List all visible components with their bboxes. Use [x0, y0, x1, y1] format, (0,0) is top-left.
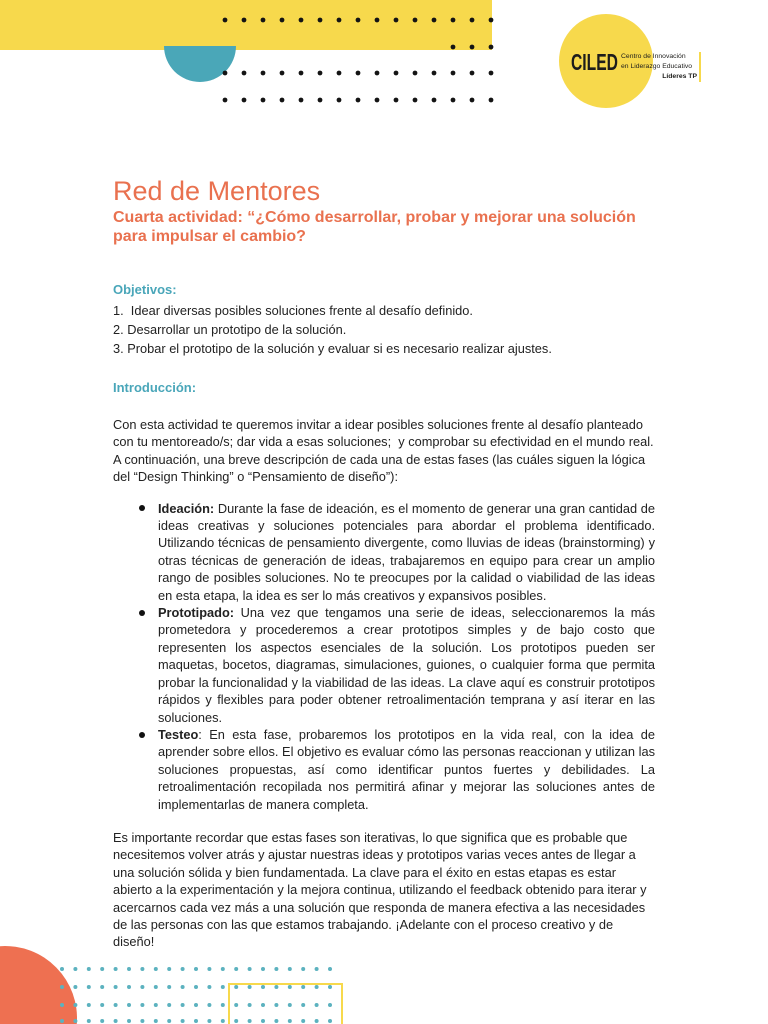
header-dot	[394, 71, 399, 76]
footer-dot	[248, 985, 252, 989]
header-dot	[242, 18, 247, 23]
footer-dot	[87, 967, 91, 971]
footer-dot	[301, 1019, 305, 1023]
header-dot	[299, 71, 304, 76]
footer-dot	[221, 967, 225, 971]
header-dot	[451, 71, 456, 76]
footer-dot	[315, 1003, 319, 1007]
footer-dot	[315, 985, 319, 989]
logo-line: Centro de Innovación	[621, 53, 686, 60]
header-dot	[489, 18, 494, 23]
header-dot	[394, 98, 399, 103]
footer-dot	[114, 985, 118, 989]
footer-dot	[100, 985, 104, 989]
header-dot	[280, 71, 285, 76]
header-dot	[318, 71, 323, 76]
header-dot	[356, 18, 361, 23]
header-teal-semicircle	[164, 46, 236, 82]
objective-item: 1. Idear diversas posibles soluciones frente al desafío definido.	[113, 303, 473, 318]
footer-dot	[207, 985, 211, 989]
bullet-icon	[139, 505, 145, 511]
footer-dot	[87, 985, 91, 989]
footer-dot	[301, 985, 305, 989]
header-dot	[432, 18, 437, 23]
bullet-icon	[139, 732, 145, 738]
header-dot	[261, 98, 266, 103]
header-dot	[489, 45, 494, 50]
header-dot	[318, 98, 323, 103]
footer-dot	[234, 967, 238, 971]
header-yellow-band	[0, 0, 492, 50]
footer-dot	[140, 1019, 144, 1023]
document-subtitle: Cuarta actividad: “¿Cómo desarrollar, probar y mejorar una solución para impulsar el cambio?	[113, 209, 636, 245]
footer-dot	[288, 1019, 292, 1023]
header-dot	[413, 98, 418, 103]
footer-dot	[288, 967, 292, 971]
footer-dot	[60, 967, 64, 971]
footer-dot	[167, 985, 171, 989]
header-dot	[223, 71, 228, 76]
footer-dot	[274, 1003, 278, 1007]
footer-dot	[274, 985, 278, 989]
footer-dot	[301, 1003, 305, 1007]
footer-dot	[328, 1003, 332, 1007]
phase-description: Una vez que tengamos una serie de ideas, seleccionaremos la más prometedora y procederemos a crear prototipos simples y de bajo costo que representen los aspectos esenciales de la solución. Los prototipos pueden ser maquetas, bocetos, diagramas, simulaciones, guiones, o cualquier forma que permita probar la funcionalidad y la viabilidad de las ideas. La clave aquí es construir prototipos rápidos y flexibles para poder obtener retroalimentación temprana y así iterar en las soluciones.	[158, 605, 655, 725]
header-dot	[451, 98, 456, 103]
footer-dot	[194, 967, 198, 971]
footer-dot	[194, 1019, 198, 1023]
footer-dot	[234, 985, 238, 989]
footer-dot	[154, 1003, 158, 1007]
header-dot	[470, 45, 475, 50]
footer-dot	[234, 1019, 238, 1023]
footer-dot	[274, 967, 278, 971]
footer-dot	[194, 1003, 198, 1007]
header-dot	[337, 18, 342, 23]
footer-dot	[261, 967, 265, 971]
footer-coral-circle	[0, 946, 77, 1024]
header-dot	[299, 98, 304, 103]
footer-dot	[221, 985, 225, 989]
header-dot	[413, 71, 418, 76]
phase-description: : En esta fase, probaremos los prototipos en la vida real, con la idea de aprender sobre ellos. El objetivo es evaluar cómo las personas reaccionan y utilizan las soluciones propuestas, así como identificar puntos fuertes y debilidades. La retroalimentación recopilada nos permitirá afinar y mejorar las soluciones antes de implementarlas de manera completa.	[158, 726, 655, 812]
phase-term: Ideación:	[158, 500, 215, 516]
logo-line: en Liderazgo Educativo	[621, 63, 693, 70]
footer-dot	[127, 967, 131, 971]
phase-item	[158, 604, 655, 726]
header-dot	[223, 98, 228, 103]
footer-dot	[261, 1003, 265, 1007]
phase-item	[158, 726, 655, 813]
phase-description: Durante la fase de ideación, es el momento de generar una gran cantidad de ideas creativas y soluciones potenciales para abordar el problema identificado. Utilizando técnicas de pensamiento divergente, como lluvias de ideas (brainstorming) y otras técnicas de generación de ideas, trabajaremos en equipo para crear un amplio rango de posibles soluciones. No te preocupes por la calidad o viabilidad de las ideas en esta etapa, la idea es ser lo más creativos y expansivos posibles.	[158, 500, 655, 603]
footer-dot	[328, 967, 332, 971]
header-dot	[432, 98, 437, 103]
footer-dot	[140, 967, 144, 971]
phases-list	[113, 500, 655, 813]
footer-dot	[288, 1003, 292, 1007]
footer-dot	[60, 1019, 64, 1023]
header-dot	[261, 71, 266, 76]
phase-term: Prototipado:	[158, 605, 235, 621]
objective-item: 3. Probar el prototipo de la solución y evaluar si es necesario realizar ajustes.	[113, 341, 552, 356]
footer-dot	[315, 1019, 319, 1023]
header-dot	[356, 71, 361, 76]
footer-dot	[100, 967, 104, 971]
footer-dot	[100, 1019, 104, 1023]
footer-dot	[167, 1019, 171, 1023]
header-dot	[470, 98, 475, 103]
objectives-heading: Objetivos:	[113, 282, 177, 297]
footer-dot	[181, 985, 185, 989]
header-dot	[375, 98, 380, 103]
footer-dot	[274, 1019, 278, 1023]
header-dot	[470, 18, 475, 23]
footer-dot	[154, 967, 158, 971]
header-dot	[280, 98, 285, 103]
footer-yellow-frame	[229, 984, 342, 1024]
header-dot	[280, 18, 285, 23]
bullet-icon	[139, 610, 145, 616]
footer-dot	[60, 985, 64, 989]
footer-dot	[140, 985, 144, 989]
footer-dot	[87, 1019, 91, 1023]
footer-dot	[114, 967, 118, 971]
header-dot	[356, 98, 361, 103]
document-body	[113, 176, 655, 951]
footer-dot	[167, 967, 171, 971]
footer-dot	[140, 1003, 144, 1007]
header-dot	[242, 98, 247, 103]
closing-paragraph: Es importante recordar que estas fases son iterativas, lo que significa que es probable que necesitemos volver atrás y ajustar nuestras ideas y prototipos varias veces antes de llegar a una solución sólida y bien fundamentada. La clave para el éxito en estas etapas es estar abierto a la experimentación y la mejora continua, utilizando el feedback obtenido para iterar y acercarnos cada vez más a una solución que responda de manera efectiva a las necesidades de las personas con las que estamos trabajando. ¡Adelante con el proceso creativo y de diseño!	[113, 829, 651, 950]
header-dot	[318, 18, 323, 23]
footer-dot	[221, 1019, 225, 1023]
header-dot	[299, 18, 304, 23]
footer-dot	[248, 1003, 252, 1007]
header-dot	[375, 71, 380, 76]
header-dot	[242, 71, 247, 76]
footer-dot	[234, 1003, 238, 1007]
header-dot	[337, 98, 342, 103]
footer-dot	[73, 985, 77, 989]
phase-item	[158, 500, 655, 604]
header-dot	[470, 71, 475, 76]
footer-dot-grid	[60, 967, 332, 1023]
footer-dot	[154, 985, 158, 989]
footer-dot	[248, 967, 252, 971]
objective-item: 2. Desarrollar un prototipo de la solución.	[113, 322, 347, 337]
header-dot	[375, 18, 380, 23]
footer-dot	[100, 1003, 104, 1007]
objectives-list	[113, 301, 655, 358]
footer-dot	[328, 985, 332, 989]
footer-dot	[181, 1019, 185, 1023]
logo-divider-bar	[699, 52, 701, 82]
header-dot	[451, 45, 456, 50]
footer-dot	[73, 967, 77, 971]
footer-dot	[114, 1019, 118, 1023]
header-dot	[223, 18, 228, 23]
footer-dot	[288, 985, 292, 989]
introduction-heading: Introducción:	[113, 380, 197, 395]
footer-dot	[154, 1019, 158, 1023]
footer-dot	[221, 1003, 225, 1007]
introduction-paragraph: Con esta actividad te queremos invitar a idear posibles soluciones frente al desafío planteado con tu mentoreado/s; dar vida a esas soluciones; y comprobar su efectividad en el mundo real. A continuación, una breve descripción de cada una de estas fases (las cuáles siguen la lógica del “Design Thinking” o “Pensamiento de diseño”):	[113, 417, 657, 485]
logo-subtitle	[621, 52, 697, 82]
footer-dot	[207, 967, 211, 971]
footer-dot	[261, 1019, 265, 1023]
header-dot	[261, 18, 266, 23]
header-dot	[337, 71, 342, 76]
footer-dot	[87, 1003, 91, 1007]
footer-dot	[127, 1019, 131, 1023]
header-dot	[451, 18, 456, 23]
header-dot	[489, 98, 494, 103]
header-dot	[489, 71, 494, 76]
footer-dot	[248, 1019, 252, 1023]
footer-dot	[127, 985, 131, 989]
footer-dot	[73, 1003, 77, 1007]
logo-acronym: CILED	[571, 49, 618, 75]
footer-dot	[261, 985, 265, 989]
footer-dot	[194, 985, 198, 989]
footer-dot	[127, 1003, 131, 1007]
header-dot	[432, 71, 437, 76]
document-title: Red de Mentores	[113, 176, 321, 206]
header-dot	[413, 18, 418, 23]
header-dot	[394, 18, 399, 23]
footer-dot	[167, 1003, 171, 1007]
footer-dot	[181, 967, 185, 971]
logo-line: Líderes TP	[662, 73, 697, 80]
footer-dot	[73, 1019, 77, 1023]
footer-dot	[181, 1003, 185, 1007]
footer-dot	[328, 1019, 332, 1023]
footer-dot	[207, 1019, 211, 1023]
footer-dot	[315, 967, 319, 971]
footer-dot	[301, 967, 305, 971]
footer-dot	[207, 1003, 211, 1007]
phase-term: Testeo	[158, 726, 199, 742]
footer-dot	[60, 1003, 64, 1007]
footer-dot	[114, 1003, 118, 1007]
